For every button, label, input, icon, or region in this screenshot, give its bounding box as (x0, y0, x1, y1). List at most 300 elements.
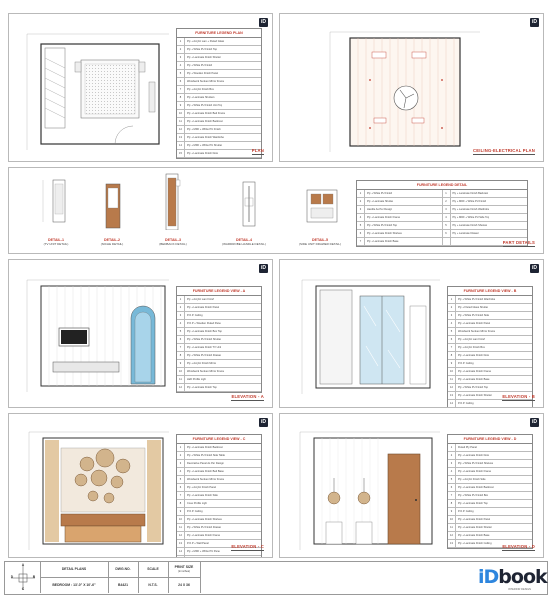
legend-row-number: 7 (177, 86, 185, 93)
legend-row-text: Ply + Laminate Finish Panel (187, 306, 220, 309)
legend-row-number: 8 (177, 352, 185, 359)
legend-row (177, 38, 261, 46)
legend-row-number: 10 (177, 110, 185, 117)
legend-row (177, 94, 261, 102)
legend-row-text: Ply + Laminate Finish Wardrobe (187, 136, 224, 139)
legend-row-text: Ply + White PU Finish Box (458, 494, 489, 497)
legend-row-number: 5 (357, 222, 365, 229)
legend-row-text: Ply + Laminate Finish Frame (458, 370, 492, 373)
legend-row (448, 320, 532, 328)
legend-row (177, 368, 261, 376)
panel-title: ELEVATION - A (231, 394, 264, 400)
legend-row (177, 500, 261, 508)
panel-title: ELEVATION - B (502, 394, 535, 400)
legend-row-text: Ply + Laminate Finish Bed Frame (187, 112, 226, 115)
legend-row-number: 13 (177, 540, 185, 547)
elevation-c-panel (8, 413, 273, 558)
legend-row-number: 4 (448, 468, 456, 475)
legend-row-text: Ply + Laminate Finish Bed Base (187, 470, 224, 473)
legend-row (177, 142, 261, 150)
legend-row (448, 516, 532, 524)
legend-row-number: 2 (177, 452, 185, 459)
elevation-a-legend (176, 286, 262, 393)
legend-row-number: 7 (448, 344, 456, 351)
legend-row (177, 384, 261, 392)
legend-row-text: LED Profile Light (187, 378, 207, 381)
legend-row (448, 460, 532, 468)
scale-label: SCALE (147, 567, 159, 571)
legend-row (448, 532, 532, 540)
panel-title: PART DETAILS (502, 240, 535, 246)
legend-row (357, 190, 442, 198)
legend-row (448, 508, 532, 516)
legend-row-number: 9 (177, 360, 185, 367)
legend-row (177, 468, 261, 476)
legend-row-number: 10 (448, 516, 456, 523)
legend-row-number: 12 (177, 532, 185, 539)
legend-row-number: 3 (357, 206, 365, 213)
legend-row-text: Ply + Acrylic Finish Box (187, 88, 214, 91)
panel-title: CEILING-ELECTRICAL PLAN (473, 148, 535, 154)
legend-row (448, 312, 532, 320)
legend-row (177, 352, 261, 360)
legend-row-number: 5 (448, 328, 456, 335)
legend-row-text: Ply + Acrylic Lam + Fluted Glass (187, 40, 225, 43)
legend-row-text: Ply + Acrylic Finish Mirror (187, 362, 217, 365)
legend-row-text: P.O.P. Ceiling (458, 402, 474, 405)
legend-row-text: Ply + Fluted Glass Shutter (458, 306, 489, 309)
legend-row-number: 1 (177, 444, 185, 451)
legend-row (357, 230, 442, 238)
legend-row-number: 3 (177, 54, 185, 61)
legend-title: FURNITURE LEGEND VIEW - A (177, 287, 261, 296)
legend-row-text: Ply + White PU Finish (187, 64, 213, 67)
legend-row (448, 524, 532, 532)
legend-row (177, 360, 261, 368)
elevation-d-drawing (290, 418, 450, 556)
legend-row-number: 3 (443, 206, 451, 213)
legend-row-number: 2 (443, 198, 451, 205)
legend-row-number: 3 (177, 460, 185, 467)
legend-row (357, 238, 442, 246)
legend-row (448, 344, 532, 352)
legend-row-number: 4 (448, 320, 456, 327)
legend-row (448, 368, 532, 376)
legend-row (448, 500, 532, 508)
legend-row-text: Ply + Laminate Finish Wardrobe (452, 208, 490, 211)
legend-row-number: 7 (177, 344, 185, 351)
legend-title: FURNITURE LEGEND VIEW - C (177, 435, 261, 444)
legend-row-text: Ply + MDF + White PU Shutter (187, 144, 223, 147)
compass-d: D (10, 575, 14, 579)
detail-3-drawing (154, 170, 194, 230)
legend-row-text: Ply + White PU Finish Drawer (187, 354, 222, 357)
legend-row-text: Ply + Laminate Finish Shutter (187, 56, 221, 59)
legend-row-number: 8 (448, 352, 456, 359)
legend-row-text: Ply + Laminate Shutters (187, 96, 215, 99)
legend-row-number: 13 (448, 392, 456, 399)
legend-row (448, 352, 532, 360)
legend-row-text: Ply + Laminate Finish Base (458, 534, 490, 537)
elevation-b-legend (447, 286, 533, 408)
legend-row-number: 10 (448, 368, 456, 375)
legend-row (357, 214, 442, 222)
legend-row-number: 3 (448, 312, 456, 319)
legend-row (177, 336, 261, 344)
legend-row-text: Ply + Laminate Finish Side (187, 494, 218, 497)
legend-row-text: Ply + Laminate Finish Backrest (187, 120, 223, 123)
legend-row-number: 5 (177, 328, 185, 335)
elevation-c-drawing (19, 418, 179, 556)
legend-row-text: Ply + Laminate Shutter (367, 200, 394, 203)
legend-row-number: 12 (177, 126, 185, 133)
legend-row-text: Ply + White PU Finish Unit Top (187, 104, 223, 107)
legend-row (177, 102, 261, 110)
legend-row-text: Ply + White PU Finish Shutter (187, 338, 222, 341)
legend-row-number: 10 (177, 516, 185, 523)
legend-row-text: Ply + White PU Finish Side Table (187, 454, 225, 457)
legend-row-number: 11 (177, 118, 185, 125)
legend-row (177, 118, 261, 126)
legend-row-text: Ply + Laminate Finish Backrest (458, 486, 494, 489)
legend-row-text: Ply + MDF + White PU Panel (187, 550, 221, 553)
legend-title: FURNITURE LEGEND VIEW - B (448, 287, 532, 296)
legend-row-text: Ply + White PU Finish Top (367, 224, 398, 227)
ceiling-plan-panel (279, 13, 544, 162)
legend-row-text: Ply + Laminate Finish Door (458, 454, 490, 457)
legend-row-text: Ply + MDF + White PU Finish (452, 200, 487, 203)
legend-row (177, 484, 261, 492)
legend-row (177, 134, 261, 142)
brand-tagline: INTERIOR DESIGN (508, 588, 532, 591)
detail-5-drawing (297, 180, 347, 240)
legend-row (448, 400, 532, 408)
legend-row-text: Woodwork Sunken Mirror Frame (458, 330, 496, 333)
legend-row-number: 6 (177, 336, 185, 343)
legend-row-number: 11 (177, 376, 185, 383)
legend-row (448, 444, 532, 452)
legend-row-text: Ply + MDF + White PU Finish (187, 128, 221, 131)
legend-row-text: Ply + White PU Finish Side (458, 314, 490, 317)
legend-row-text: Ply + Laminate Finish Top (187, 386, 217, 389)
legend-row (177, 110, 261, 118)
legend-row-number: 2 (448, 452, 456, 459)
legend-row (177, 70, 261, 78)
legend-row-text: Ply + Laminate Finish Top (458, 502, 488, 505)
legend-row-number: 12 (177, 384, 185, 391)
legend-row (448, 468, 532, 476)
legend-row (448, 360, 532, 368)
legend-row-number: 1 (448, 296, 456, 303)
legend-row (177, 452, 261, 460)
legend-row-number: 2 (177, 46, 185, 53)
legend-row-text: Ply + White PU Finish Top (187, 48, 218, 51)
legend-title: FURNITURE LEGEND VIEW - D (448, 435, 532, 444)
legend-row (177, 320, 261, 328)
legend-row (443, 206, 528, 214)
legend-row-text: Woodwork Sunken Mirror Frame (187, 370, 225, 373)
legend-row (448, 336, 532, 344)
legend-row-text: Ply + Laminate Finish Frame (367, 216, 401, 219)
legend-row (443, 198, 528, 206)
legend-row (177, 524, 261, 532)
legend-row-number: 14 (177, 548, 185, 555)
legend-row (177, 516, 261, 524)
legend-row-text: Ply + Acrylic Finish Box (458, 346, 485, 349)
legend-row-text: Ply + Laminate Finish Panel (458, 518, 491, 521)
print-size-value: 24 X 36 (178, 583, 190, 587)
legend-row-number: 8 (177, 500, 185, 507)
detail-label: DETAIL-1 (TV UNIT DETAIL) (43, 238, 69, 247)
brand-badge: iD (261, 419, 266, 425)
legend-row (177, 54, 261, 62)
legend-row (177, 86, 261, 94)
legend-row-text: Ply + Laminate Finish Shutter (458, 526, 492, 529)
legend-row-text: Ply + Laminate Finish Shelves (452, 224, 488, 227)
legend-row-number: 6 (177, 484, 185, 491)
elevation-b-panel (279, 259, 544, 408)
elevation-a-panel (8, 259, 273, 408)
legend-row (448, 296, 532, 304)
legend-row-number: 7 (357, 238, 365, 245)
legend-row (177, 46, 261, 54)
legend-row-text: Ply + Laminate Finish Backrest (187, 446, 223, 449)
legend-row-number: 9 (177, 508, 185, 515)
sheet-label: DETAIL PLANS (61, 567, 87, 571)
legend-row-number: 3 (448, 460, 456, 467)
legend-row (177, 344, 261, 352)
detail-label: DETAIL-3 (BEDBACK DETAIL) (159, 238, 187, 247)
legend-row (177, 78, 261, 86)
legend-row (357, 222, 442, 230)
legend-row (177, 376, 261, 384)
legend-row-text: Woodwork Sunken Mirror Frame (187, 478, 225, 481)
legend-row-text: Ply + Laminate Finish Box Top (187, 330, 222, 333)
legend-row-text: Ply + Laminate Finish Frame (187, 534, 221, 537)
legend-row-text: Woodwork Sunken Mirror Frame (187, 80, 225, 83)
legend-row-text: Handle As Per Design (367, 208, 393, 211)
legend-row (443, 230, 528, 238)
legend-row-number: 13 (177, 134, 185, 141)
elevation-d-legend (447, 434, 533, 549)
dwg-no-label: DWG.NO. (115, 567, 131, 571)
legend-row (357, 198, 442, 206)
legend-row-text: Ply + White PU Finish Drawer (187, 526, 222, 529)
brand-logo: iDbook (478, 566, 547, 588)
legend-row-number: 11 (448, 524, 456, 531)
legend-row-text: Ply + Laminate Finish Shelves (367, 232, 402, 235)
legend-row-text: P.O.P + Wall Panel (187, 542, 209, 545)
legend-row-number: 12 (448, 384, 456, 391)
legend-title: FURNITURE LEGEND DETAIL (357, 181, 527, 190)
legend-row (177, 508, 261, 516)
legend-row-number: 5 (177, 476, 185, 483)
dwg-no-value: B4421 (118, 583, 128, 587)
legend-title: FURNITURE LEGEND PLAN (177, 29, 261, 38)
legend-row-number: 5 (443, 222, 451, 229)
legend-row-number: 2 (177, 304, 185, 311)
legend-row-number: 6 (448, 484, 456, 491)
legend-row-text: Ply + White PU Finish Shelves (458, 462, 494, 465)
legend-row-number: 8 (177, 94, 185, 101)
legend-row (448, 376, 532, 384)
legend-row (177, 62, 261, 70)
legend-row (177, 126, 261, 134)
legend-row-text: P.O.P. Ceiling (187, 314, 203, 317)
legend-row (448, 452, 532, 460)
brand-badge: iD (532, 19, 537, 25)
print-size-sub: (in inches) (178, 570, 190, 573)
legend-row-number: 1 (443, 190, 451, 197)
detail-2-drawing (94, 174, 134, 234)
legend-row (448, 328, 532, 336)
legend-row (443, 190, 528, 198)
plan-drawing (19, 22, 179, 152)
legend-row-number: 9 (448, 508, 456, 515)
legend-row-number: 1 (177, 38, 185, 45)
legend-row (177, 150, 261, 158)
legend-row-number: 6 (357, 230, 365, 237)
legend-row (443, 214, 528, 222)
legend-row-text: P.O.P. Ceiling (458, 362, 474, 365)
legend-row-text: Ply + Laminate Finish Base (367, 240, 399, 243)
legend-row (177, 476, 261, 484)
legend-row (177, 304, 261, 312)
panel-title: ELEVATION - C (231, 544, 264, 550)
legend-row-number: 4 (177, 468, 185, 475)
legend-row (448, 492, 532, 500)
legend-row-text: Ply + White PU Finish (367, 192, 393, 195)
legend-row-text: Ply + Laminate Finish Frame (458, 470, 492, 473)
legend-row-text: P.O.P. Ceiling (187, 510, 203, 513)
legend-row-text: Ply + Laminate Finish Shelves (187, 518, 222, 521)
legend-row (177, 492, 261, 500)
legend-row-text: Fluted Ply Panel (458, 446, 477, 449)
room-label: BEDROOM : 13'-0" X 10'-6" (52, 583, 96, 587)
plan-legend (176, 28, 262, 159)
legend-row-number: 4 (357, 214, 365, 221)
legend-row (177, 532, 261, 540)
legend-row-number: 4 (177, 320, 185, 327)
legend-row-number: 7 (448, 492, 456, 499)
legend-row-text: Ply + White PU Finish Top (458, 386, 489, 389)
legend-row (177, 556, 261, 558)
elevation-d-panel (279, 413, 544, 558)
ceiling-drawing (300, 18, 520, 158)
print-size-label: PRINT SIZE (174, 565, 194, 569)
legend-row-text: Ply + MDF + White PU Side Top (452, 216, 490, 219)
legend-row-text: Ply + Laminate Finish Door (187, 152, 219, 155)
legend-row-number: 4 (177, 62, 185, 69)
legend-row (177, 460, 261, 468)
legend-row-text: Ply + Laminate Finish Panel (458, 322, 491, 325)
legend-row-text: P.O.P + Wooden Fluted Panel (187, 322, 222, 325)
detail-label: DETAIL-4 (WARDROBE HANDLE DETAIL) (222, 238, 266, 247)
legend-row-text: Ply + White PU Finish Wardrobe (458, 298, 496, 301)
legend-row-number: 9 (177, 102, 185, 109)
legend-row-text: Ply + Acrylic Lam Finish (458, 338, 486, 341)
compass-b: B (32, 575, 36, 579)
legend-row-number: 5 (177, 70, 185, 77)
legend-row-number: 1 (357, 190, 365, 197)
legend-row-text: Ply + Laminate Finish Base (458, 378, 490, 381)
legend-row-number: 10 (177, 368, 185, 375)
brand-badge: iD (261, 19, 266, 25)
scale-value: N.T.S. (148, 583, 158, 587)
legend-row-text: Ply + Laminate Finish Shutter (458, 394, 492, 397)
legend-row-number: 14 (177, 142, 185, 149)
legend-row-text: Ply + Laminate Finish Backrest (452, 192, 489, 195)
elevation-a-drawing (19, 266, 179, 406)
legend-row-number: 6 (448, 336, 456, 343)
legend-row (448, 384, 532, 392)
legend-row (448, 484, 532, 492)
legend-row (448, 304, 532, 312)
legend-row (177, 328, 261, 336)
legend-row-text: Ply + Laminate Finish Door (458, 354, 490, 357)
legend-row-text: Ply + Laminate Drawer (452, 232, 479, 235)
legend-row-text: Ply + Wooden Finish Panel (187, 72, 219, 75)
legend-row-text: Decorative Panel As Per Design (187, 462, 224, 465)
legend-row-number: 2 (448, 304, 456, 311)
elevation-c-legend (176, 434, 262, 558)
legend-row-number: 15 (177, 150, 185, 157)
legend-row-number: 1 (448, 444, 456, 451)
legend-row-number: 11 (177, 524, 185, 531)
legend-row-number (443, 238, 451, 245)
legend-row (357, 206, 442, 214)
brand-badge: iD (532, 419, 537, 425)
legend-row (177, 444, 261, 452)
brand-badge: iD (532, 265, 537, 271)
detail-label: DETAIL-2 (NICHE DETAIL) (100, 238, 124, 247)
elevation-b-drawing (290, 266, 450, 406)
legend-row (448, 476, 532, 484)
legend-row-number: 14 (448, 400, 456, 407)
legend-row-number: 6 (177, 78, 185, 85)
legend-row-number (177, 556, 185, 558)
plan-panel (8, 13, 273, 162)
detail-legend (356, 180, 528, 247)
legend-row-number: 11 (448, 376, 456, 383)
legend-row (177, 312, 261, 320)
legend-row-number: 5 (448, 476, 456, 483)
legend-row-number: 2 (357, 198, 365, 205)
legend-row-number: 6 (443, 230, 451, 237)
legend-row-text: Ply + Acrylic Lam Finish (187, 298, 215, 301)
legend-row-text: Ply + Acrylic Finish Side (458, 478, 486, 481)
legend-row-text: P.O.P. Ceiling (458, 510, 474, 513)
legend-row-text: Ply + Acrylic Finish Panel (187, 486, 217, 489)
legend-row-number: 13 (448, 540, 456, 547)
legend-row-text: Ply + Laminate Finish Ceiling (458, 542, 492, 545)
panel-title: PLAN (251, 148, 264, 154)
part-details-panel (8, 167, 544, 254)
legend-row-number: 12 (448, 532, 456, 539)
brand-badge: iD (261, 265, 266, 271)
detail-1-drawing (39, 174, 79, 234)
legend-row-number: 7 (177, 492, 185, 499)
legend-row-number: 9 (448, 360, 456, 367)
detail-4-drawing (229, 176, 269, 236)
legend-row-number: 4 (443, 214, 451, 221)
legend-row-text: Ply + Laminate Finish TV Unit (187, 346, 222, 349)
panel-title: ELEVATION - D (502, 544, 535, 550)
compass-c: C (21, 587, 25, 591)
legend-row-text: Cove Profile Light (187, 502, 208, 505)
detail-label: DETAIL-5 (SIDE UNIT DRAWER DETAIL) (299, 238, 341, 247)
legend-row (177, 296, 261, 304)
